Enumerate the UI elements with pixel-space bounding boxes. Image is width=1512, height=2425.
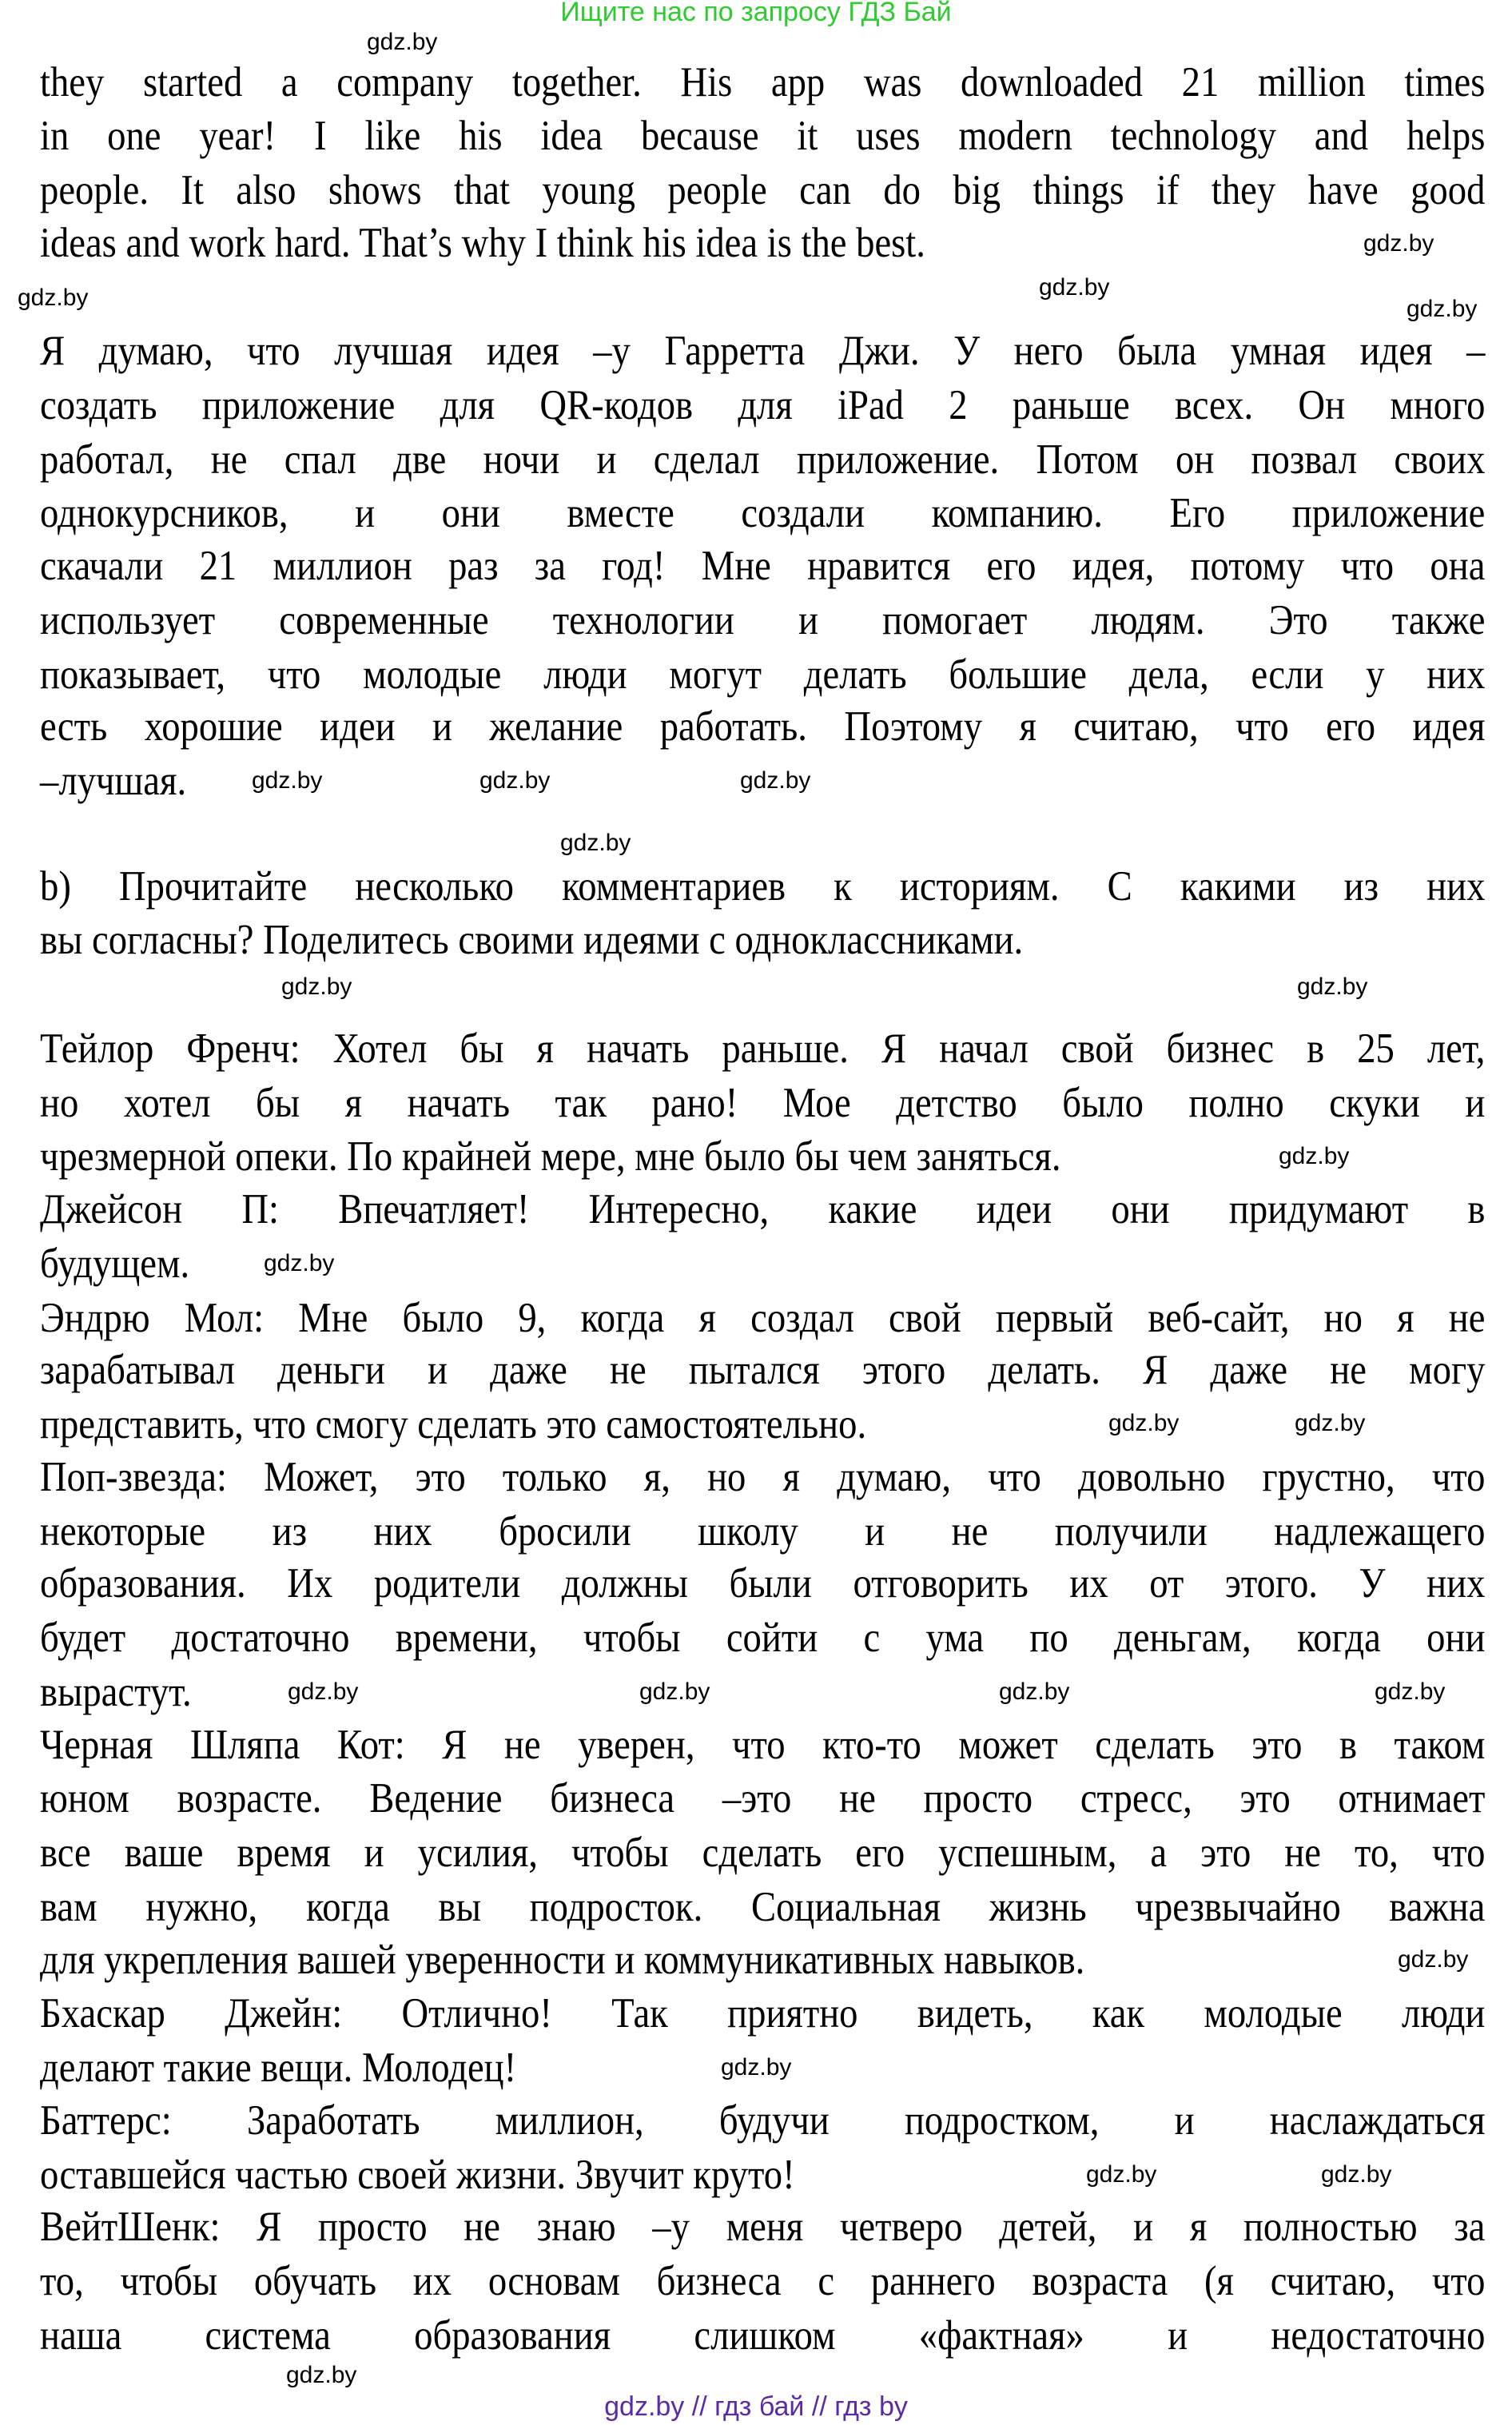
comment-line: Бхаскар Джейн: Отлично! Так приятно видеть, как молодые люди — [40, 1990, 1486, 2037]
watermark: gdz.by — [264, 1250, 335, 1276]
watermark: gdz.by — [367, 29, 438, 55]
comment-line: будет достаточно времени, чтобы сойти с ума по деньгам, когда они — [40, 1615, 1486, 1661]
comment-line: Тейлор Френч: Хотел бы я начать раньше. Я начал свой бизнес в 25 лет, — [40, 1025, 1486, 1072]
comment-line: ВейтШенк: Я просто не знаю –у меня четверо детей, и я полностью за — [40, 2204, 1486, 2250]
watermark: gdz.by — [288, 1678, 359, 1705]
comment-line: то, чтобы обучать их основам бизнеса с раннего возраста (я считаю, что — [40, 2258, 1486, 2304]
watermark: gdz.by — [1375, 1678, 1446, 1705]
comment-line: Эндрю Мол: Мне было 9, когда я создал свой первый веб-сайт, но я не — [40, 1295, 1486, 1341]
text-line: создать приложение для QR-кодов для iPad 2 раньше всех. Он много — [40, 382, 1486, 428]
comment-line: Поп-звезда: Может, это только я, но я думаю, что довольно грустно, что — [40, 1454, 1486, 1500]
text-line: показывает, что молодые люди могут делать большие дела, если у них — [40, 651, 1486, 698]
comment-line: будущем. — [40, 1240, 190, 1287]
watermark: gdz.by — [1321, 2161, 1392, 2188]
text-line: однокурсников, и они вместе создали компанию. Его приложение — [40, 490, 1486, 536]
comment-line: Баттерс: Заработать миллион, будучи подростком, и наслаждаться — [40, 2097, 1486, 2144]
comment-line: зарабатывал деньги и даже не пытался этого делать. Я даже не могу — [40, 1347, 1486, 1393]
text-line: скачали 21 миллион раз за год! Мне нравится его идея, потому что она — [40, 543, 1486, 589]
watermark: gdz.by — [1297, 974, 1368, 1000]
watermark: gdz.by — [1039, 274, 1110, 301]
watermark: gdz.by — [721, 2054, 792, 2081]
watermark: gdz.by — [252, 767, 323, 794]
comment-line: вырастут. — [40, 1669, 192, 1715]
watermark: gdz.by — [18, 285, 89, 311]
watermark: gdz.by — [1279, 1143, 1350, 1169]
comment-line: некоторые из них бросили школу и не получили надлежащего — [40, 1508, 1486, 1555]
task-heading-line: вы согласны? Поделитесь своими идеями с одноклассниками. — [40, 917, 1024, 963]
text-line: they started a company together. His app was downloaded 21 million times — [40, 59, 1486, 106]
comment-line: представить, что смогу сделать это самостоятельно. — [40, 1401, 867, 1447]
watermark: gdz.by — [740, 767, 811, 794]
watermark: gdz.by — [286, 2362, 357, 2388]
text-line: Я думаю, что лучшая идея –у Гарретта Джи. У него была умная идея – — [40, 328, 1486, 374]
text-line: есть хорошие идеи и желание работать. Поэтому я считаю, что его идея — [40, 703, 1486, 750]
site-header-banner: Ищите нас по запросу ГДЗ Бай — [560, 0, 952, 27]
watermark: gdz.by — [1363, 230, 1434, 257]
text-line: работал, не спал две ночи и сделал приложение. Потом он позвал своих — [40, 436, 1486, 483]
comment-line: вам нужно, когда вы подросток. Социальная жизнь чрезвычайно важна — [40, 1884, 1486, 1930]
watermark: gdz.by — [999, 1678, 1070, 1705]
text-line: people. It also shows that young people can do big things if they have good — [40, 167, 1486, 213]
comment-line: юном возрасте. Ведение бизнеса –это не просто стресс, это отнимает — [40, 1775, 1486, 1822]
task-heading-line: b) Прочитайте несколько комментариев к историям. С какими из них — [40, 863, 1486, 910]
watermark: gdz.by — [560, 830, 631, 856]
comment-line: оставшейся частью своей жизни. Звучит круто! — [40, 2152, 795, 2198]
comment-line: все ваше время и усилия, чтобы сделать его успешным, а это не то, что — [40, 1830, 1486, 1876]
text-line: ideas and work hard. That’s why I think his idea is the best. — [40, 220, 925, 266]
comment-line: образования. Их родители должны были отговорить их от этого. У них — [40, 1560, 1486, 1607]
comment-line: чрезмерной опеки. По крайней мере, мне было бы чем заняться. — [40, 1133, 1061, 1180]
watermark: gdz.by — [639, 1678, 710, 1705]
comment-line: делают такие вещи. Молодец! — [40, 2045, 517, 2091]
comment-line: для укрепления вашей уверенности и коммуникативных навыков. — [40, 1937, 1085, 1983]
comment-line: Черная Шляпа Кот: Я не уверен, что кто-то может сделать это в таком — [40, 1722, 1486, 1768]
comment-line: наша система образования слишком «фактная» и недостаточно — [40, 2312, 1486, 2359]
watermark: gdz.by — [479, 767, 551, 794]
watermark: gdz.by — [1108, 1410, 1180, 1436]
comment-line: но хотел бы я начать так рано! Мое детство было полно скуки и — [40, 1080, 1486, 1126]
watermark: gdz.by — [1295, 1410, 1366, 1436]
site-footer-link[interactable]: gdz.by // гдз бай // гдз by — [604, 2391, 908, 2422]
watermark: gdz.by — [1086, 2161, 1157, 2188]
watermark: gdz.by — [1398, 1946, 1469, 1973]
watermark: gdz.by — [281, 974, 352, 1000]
watermark: gdz.by — [1407, 296, 1478, 322]
text-line: –лучшая. — [40, 758, 187, 804]
comment-line: Джейсон П: Впечатляет! Интересно, какие идеи они придумают в — [40, 1186, 1486, 1232]
text-line: использует современные технологии и помогает людям. Это также — [40, 597, 1486, 643]
text-line: in one year! I like his idea because it uses modern technology and helps — [40, 113, 1486, 159]
